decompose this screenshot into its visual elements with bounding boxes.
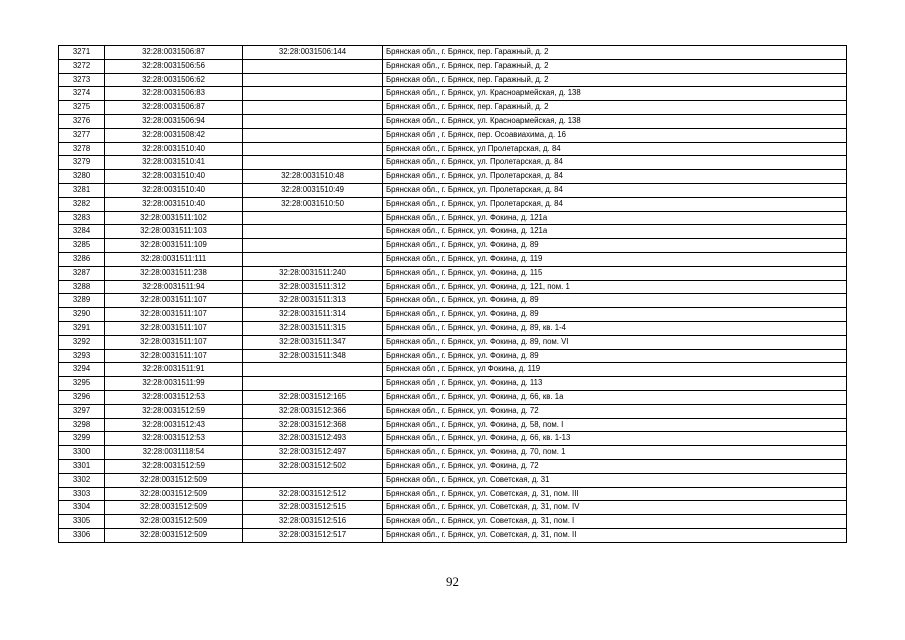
table-row — [59, 321, 847, 335]
cadastral-number-cell: 32:28:0031512:509 — [105, 501, 243, 515]
table-row — [59, 87, 847, 101]
address-cell: Брянская обл., г. Брянск, ул. Фокина, д. 121а — [383, 225, 847, 239]
address-cell: Брянская обл., г. Брянск, ул. Советская, д. 31, пом. I — [383, 515, 847, 529]
address-cell: Брянская обл., г. Брянск, ул Пролетарская, д. 84 — [383, 142, 847, 156]
cadastral-number-cell: 32:28:0031512:509 — [105, 515, 243, 529]
cadastral-number-cell: 32:28:0031512:59 — [105, 404, 243, 418]
row-number-cell: 3278 — [59, 142, 105, 156]
cadastral-number-cell: 32:28:0031511:91 — [105, 363, 243, 377]
related-cadastral-number-cell: 32:28:0031511:314 — [243, 308, 383, 322]
address-cell: Брянская обл., г. Брянск, ул. Фокина, д. 66, кв. 1-13 — [383, 432, 847, 446]
table-row — [59, 418, 847, 432]
row-number-cell: 3272 — [59, 59, 105, 73]
table-row — [59, 390, 847, 404]
address-cell: Брянская обл., г. Брянск, ул. Фокина, д. 89 — [383, 239, 847, 253]
related-cadastral-number-cell: 32:28:0031512:493 — [243, 432, 383, 446]
row-number-cell: 3300 — [59, 446, 105, 460]
table-row — [59, 252, 847, 266]
row-number-cell: 3295 — [59, 377, 105, 391]
cadastral-number-cell: 32:28:0031511:238 — [105, 266, 243, 280]
row-number-cell: 3296 — [59, 390, 105, 404]
row-number-cell: 3289 — [59, 294, 105, 308]
row-number-cell: 3294 — [59, 363, 105, 377]
related-cadastral-number-cell: 32:28:0031511:240 — [243, 266, 383, 280]
table-row — [59, 459, 847, 473]
cadastral-number-cell: 32:28:0031510:40 — [105, 170, 243, 184]
row-number-cell: 3293 — [59, 349, 105, 363]
table-row — [59, 197, 847, 211]
address-cell: Брянская обл., г. Брянск, ул. Фокина, д. 72 — [383, 459, 847, 473]
related-cadastral-number-cell — [243, 473, 383, 487]
related-cadastral-number-cell: 32:28:0031512:366 — [243, 404, 383, 418]
related-cadastral-number-cell: 32:28:0031512:512 — [243, 487, 383, 501]
related-cadastral-number-cell: 32:28:0031511:312 — [243, 280, 383, 294]
table-row — [59, 46, 847, 60]
related-cadastral-number-cell: 32:28:0031511:313 — [243, 294, 383, 308]
table-row — [59, 515, 847, 529]
table-row — [59, 114, 847, 128]
related-cadastral-number-cell — [243, 156, 383, 170]
cadastral-number-cell: 32:28:0031510:40 — [105, 142, 243, 156]
table-row — [59, 446, 847, 460]
row-number-cell: 3306 — [59, 528, 105, 542]
related-cadastral-number-cell — [243, 211, 383, 225]
cadastral-number-cell: 32:28:0031506:87 — [105, 46, 243, 60]
address-cell: Брянская обл., г. Брянск, ул. Красноармейская, д. 138 — [383, 114, 847, 128]
row-number-cell: 3283 — [59, 211, 105, 225]
address-cell: Брянская обл , г. Брянск, ул Фокина, д. 119 — [383, 363, 847, 377]
row-number-cell: 3305 — [59, 515, 105, 529]
cadastral-number-cell: 32:28:0031511:102 — [105, 211, 243, 225]
address-cell: Брянская обл., г. Брянск, пер. Гаражный, д. 2 — [383, 101, 847, 115]
related-cadastral-number-cell — [243, 114, 383, 128]
address-cell: Брянская обл., г. Брянск, ул. Фокина, д. 70, пом. 1 — [383, 446, 847, 460]
address-cell: Брянская обл., г. Брянск, ул. Советская, д. 31, пом. II — [383, 528, 847, 542]
cadastral-number-cell: 32:28:0031511:99 — [105, 377, 243, 391]
address-cell: Брянская обл., г. Брянск, ул. Фокина, д. 58, пом. I — [383, 418, 847, 432]
address-cell: Брянская обл., г. Брянск, ул. Пролетарская, д. 84 — [383, 170, 847, 184]
table-row — [59, 128, 847, 142]
cadastral-number-cell: 32:28:0031506:56 — [105, 59, 243, 73]
row-number-cell: 3301 — [59, 459, 105, 473]
row-number-cell: 3297 — [59, 404, 105, 418]
cadastral-number-cell: 32:28:0031511:107 — [105, 349, 243, 363]
related-cadastral-number-cell: 32:28:0031510:48 — [243, 170, 383, 184]
address-cell: Брянская обл., г. Брянск, ул. Пролетарская, д. 84 — [383, 156, 847, 170]
row-number-cell: 3284 — [59, 225, 105, 239]
related-cadastral-number-cell: 32:28:0031512:497 — [243, 446, 383, 460]
cadastral-number-cell: 32:28:0031511:107 — [105, 335, 243, 349]
address-cell: Брянская обл., г. Брянск, пер. Гаражный, д. 2 — [383, 46, 847, 60]
address-cell: Брянская обл., г. Брянск, ул. Фокина, д. 89, пом. VI — [383, 335, 847, 349]
cadastral-number-cell: 32:28:0031118:54 — [105, 446, 243, 460]
table-row — [59, 101, 847, 115]
related-cadastral-number-cell — [243, 73, 383, 87]
address-cell: Брянская обл., г. Брянск, ул. Фокина, д. 66, кв. 1а — [383, 390, 847, 404]
cadastral-number-cell: 32:28:0031511:111 — [105, 252, 243, 266]
cadastral-registry-table — [58, 45, 847, 543]
address-cell: Брянская обл., г. Брянск, ул. Фокина, д. 89, кв. 1-4 — [383, 321, 847, 335]
address-cell: Брянская обл., г. Брянск, ул. Красноармейская, д. 138 — [383, 87, 847, 101]
table-row — [59, 404, 847, 418]
table-row — [59, 432, 847, 446]
address-cell: Брянская обл., г. Брянск, пер. Гаражный, д. 2 — [383, 73, 847, 87]
row-number-cell: 3275 — [59, 101, 105, 115]
related-cadastral-number-cell — [243, 142, 383, 156]
table-row — [59, 349, 847, 363]
cadastral-number-cell: 32:28:0031512:53 — [105, 390, 243, 404]
table-row — [59, 142, 847, 156]
row-number-cell: 3290 — [59, 308, 105, 322]
address-cell: Брянская обл., г. Брянск, ул. Фокина, д. 121а — [383, 211, 847, 225]
cadastral-number-cell: 32:28:0031510:40 — [105, 183, 243, 197]
address-cell: Брянская обл., г. Брянск, ул. Советская, д. 31 — [383, 473, 847, 487]
address-cell: Брянская обл., г. Брянск, ул. Фокина, д. 72 — [383, 404, 847, 418]
cadastral-number-cell: 32:28:0031506:87 — [105, 101, 243, 115]
row-number-cell: 3273 — [59, 73, 105, 87]
row-number-cell: 3282 — [59, 197, 105, 211]
table-row — [59, 335, 847, 349]
registry-table-body — [59, 46, 847, 543]
cadastral-number-cell: 32:28:0031511:107 — [105, 321, 243, 335]
table-row — [59, 211, 847, 225]
table-row — [59, 156, 847, 170]
related-cadastral-number-cell: 32:28:0031512:165 — [243, 390, 383, 404]
related-cadastral-number-cell: 32:28:0031511:348 — [243, 349, 383, 363]
address-cell: Брянская обл., г. Брянск, ул. Фокина, д. 89 — [383, 349, 847, 363]
cadastral-number-cell: 32:28:0031511:107 — [105, 294, 243, 308]
cadastral-number-cell: 32:28:0031506:94 — [105, 114, 243, 128]
related-cadastral-number-cell: 32:28:0031512:517 — [243, 528, 383, 542]
cadastral-number-cell: 32:28:0031510:40 — [105, 197, 243, 211]
cadastral-number-cell: 32:28:0031511:94 — [105, 280, 243, 294]
table-row — [59, 225, 847, 239]
row-number-cell: 3274 — [59, 87, 105, 101]
table-row — [59, 59, 847, 73]
address-cell: Брянская обл., г. Брянск, ул. Фокина, д. 121, пом. 1 — [383, 280, 847, 294]
table-row — [59, 377, 847, 391]
table-row — [59, 280, 847, 294]
table-row — [59, 487, 847, 501]
related-cadastral-number-cell: 32:28:0031512:516 — [243, 515, 383, 529]
address-cell: Брянская обл , г. Брянск, ул. Фокина, д. 113 — [383, 377, 847, 391]
table-row — [59, 501, 847, 515]
address-cell: Брянская обл., г. Брянск, ул. Пролетарская, д. 84 — [383, 183, 847, 197]
row-number-cell: 3271 — [59, 46, 105, 60]
address-cell: Брянская обл., г. Брянск, ул. Фокина, д. 89 — [383, 308, 847, 322]
cadastral-number-cell: 32:28:0031511:107 — [105, 308, 243, 322]
related-cadastral-number-cell — [243, 87, 383, 101]
related-cadastral-number-cell: 32:28:0031512:368 — [243, 418, 383, 432]
cadastral-number-cell: 32:28:0031512:59 — [105, 459, 243, 473]
related-cadastral-number-cell: 32:28:0031510:49 — [243, 183, 383, 197]
row-number-cell: 3291 — [59, 321, 105, 335]
table-row — [59, 294, 847, 308]
row-number-cell: 3287 — [59, 266, 105, 280]
row-number-cell: 3292 — [59, 335, 105, 349]
cadastral-number-cell: 32:28:0031506:62 — [105, 73, 243, 87]
cadastral-number-cell: 32:28:0031512:53 — [105, 432, 243, 446]
related-cadastral-number-cell: 32:28:0031511:347 — [243, 335, 383, 349]
related-cadastral-number-cell — [243, 363, 383, 377]
related-cadastral-number-cell — [243, 252, 383, 266]
table-row — [59, 308, 847, 322]
cadastral-number-cell: 32:28:0031512:43 — [105, 418, 243, 432]
address-cell: Брянская обл., г. Брянск, ул. Фокина, д. 89 — [383, 294, 847, 308]
row-number-cell: 3298 — [59, 418, 105, 432]
address-cell: Брянская обл., г. Брянск, ул. Фокина, д. 119 — [383, 252, 847, 266]
cadastral-number-cell: 32:28:0031510:41 — [105, 156, 243, 170]
address-cell: Брянская обл., г. Брянск, ул. Пролетарская, д. 84 — [383, 197, 847, 211]
row-number-cell: 3276 — [59, 114, 105, 128]
row-number-cell: 3280 — [59, 170, 105, 184]
cadastral-number-cell: 32:28:0031508:42 — [105, 128, 243, 142]
cadastral-number-cell: 32:28:0031512:509 — [105, 487, 243, 501]
row-number-cell: 3279 — [59, 156, 105, 170]
related-cadastral-number-cell — [243, 377, 383, 391]
table-row — [59, 183, 847, 197]
table-row — [59, 363, 847, 377]
related-cadastral-number-cell: 32:28:0031512:502 — [243, 459, 383, 473]
row-number-cell: 3303 — [59, 487, 105, 501]
table-row — [59, 73, 847, 87]
cadastral-number-cell: 32:28:0031511:103 — [105, 225, 243, 239]
row-number-cell: 3304 — [59, 501, 105, 515]
table-row — [59, 266, 847, 280]
table-row — [59, 473, 847, 487]
related-cadastral-number-cell: 32:28:0031510:50 — [243, 197, 383, 211]
row-number-cell: 3288 — [59, 280, 105, 294]
address-cell: Брянская обл., г. Брянск, ул. Фокина, д. 115 — [383, 266, 847, 280]
related-cadastral-number-cell: 32:28:0031511:315 — [243, 321, 383, 335]
page-number: 92 — [446, 574, 459, 589]
related-cadastral-number-cell — [243, 225, 383, 239]
related-cadastral-number-cell — [243, 101, 383, 115]
cadastral-number-cell: 32:28:0031512:509 — [105, 528, 243, 542]
row-number-cell: 3299 — [59, 432, 105, 446]
related-cadastral-number-cell — [243, 59, 383, 73]
table-row — [59, 170, 847, 184]
table-row — [59, 239, 847, 253]
cadastral-number-cell: 32:28:0031506:83 — [105, 87, 243, 101]
related-cadastral-number-cell — [243, 239, 383, 253]
address-cell: Брянская обл , г. Брянск, пер. Осоавиахима, д. 16 — [383, 128, 847, 142]
row-number-cell: 3286 — [59, 252, 105, 266]
row-number-cell: 3281 — [59, 183, 105, 197]
address-cell: Брянская обл., г. Брянск, пер. Гаражный, д. 2 — [383, 59, 847, 73]
row-number-cell: 3285 — [59, 239, 105, 253]
related-cadastral-number-cell: 32:28:0031506:144 — [243, 46, 383, 60]
related-cadastral-number-cell — [243, 128, 383, 142]
address-cell: Брянская обл., г. Брянск, ул. Советская, д. 31, пом. IV — [383, 501, 847, 515]
cadastral-number-cell: 32:28:0031512:509 — [105, 473, 243, 487]
table-row — [59, 528, 847, 542]
related-cadastral-number-cell: 32:28:0031512:515 — [243, 501, 383, 515]
row-number-cell: 3302 — [59, 473, 105, 487]
address-cell: Брянская обл., г. Брянск, ул. Советская, д. 31, пом. III — [383, 487, 847, 501]
row-number-cell: 3277 — [59, 128, 105, 142]
cadastral-number-cell: 32:28:0031511:109 — [105, 239, 243, 253]
